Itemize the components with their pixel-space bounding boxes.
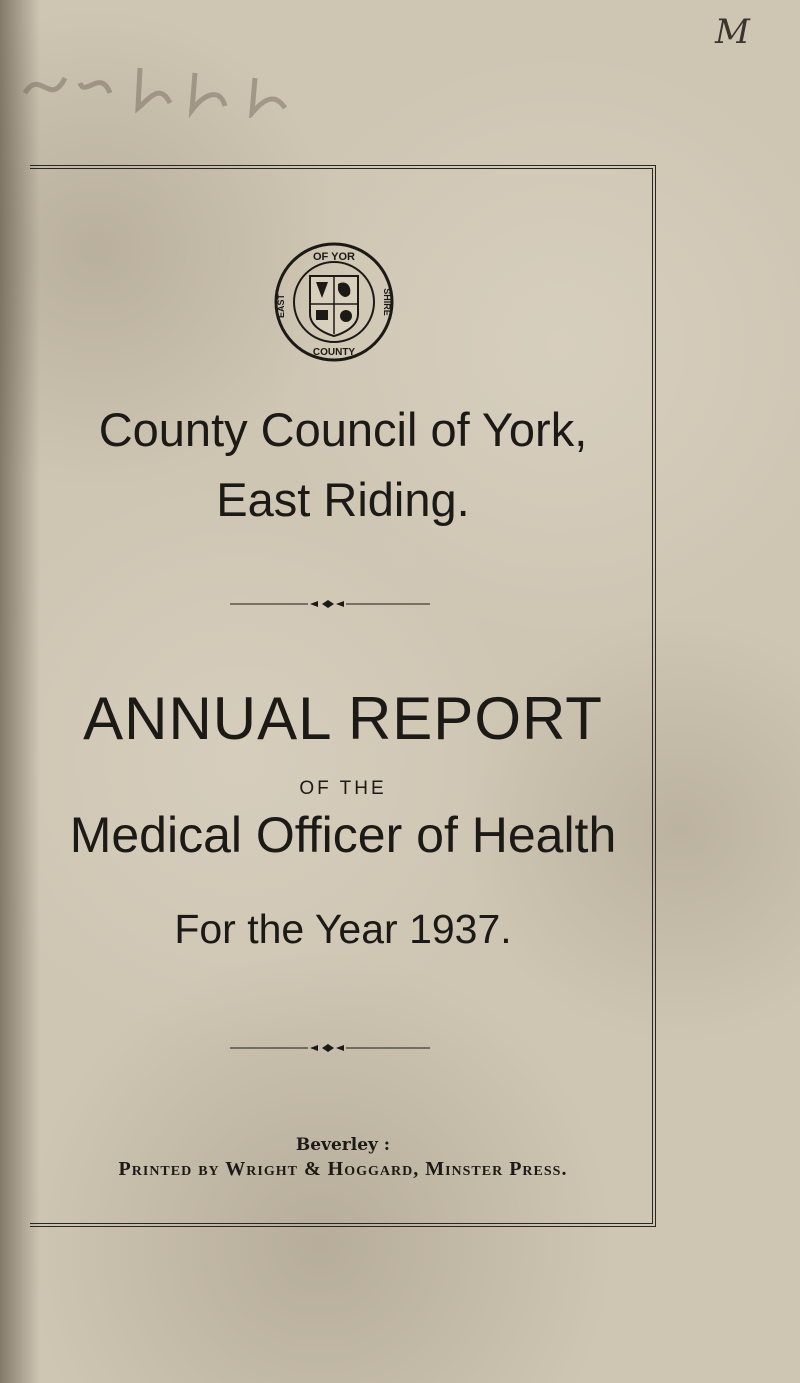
imprint-place: Beverley : xyxy=(295,1135,391,1155)
imprint-printer: Printed by Wright & Hoggard, Minster Press. xyxy=(118,1158,568,1180)
handwritten-note xyxy=(20,38,320,135)
corner-handwritten-mark: M xyxy=(715,12,750,52)
crest-text-right: SHIRE xyxy=(382,288,392,316)
of-the-line: OF THE xyxy=(299,778,387,799)
crest-text-left: EAST xyxy=(276,293,286,319)
council-title-line1: County Council of York, xyxy=(98,403,588,456)
east-riding-crest-icon xyxy=(272,240,396,364)
ornamental-rule-bottom xyxy=(230,1042,430,1054)
report-year-line: For the Year 1937. xyxy=(174,906,512,952)
crest-text-bottom: COUNTY xyxy=(312,347,356,358)
medical-officer-line: Medical Officer of Health xyxy=(69,807,617,863)
crest-text-top: OF YOR xyxy=(313,251,355,263)
annual-report-heading: ANNUAL REPORT xyxy=(83,685,603,752)
ornamental-rule-top xyxy=(230,598,430,610)
council-title-line2: East Riding. xyxy=(216,473,470,526)
